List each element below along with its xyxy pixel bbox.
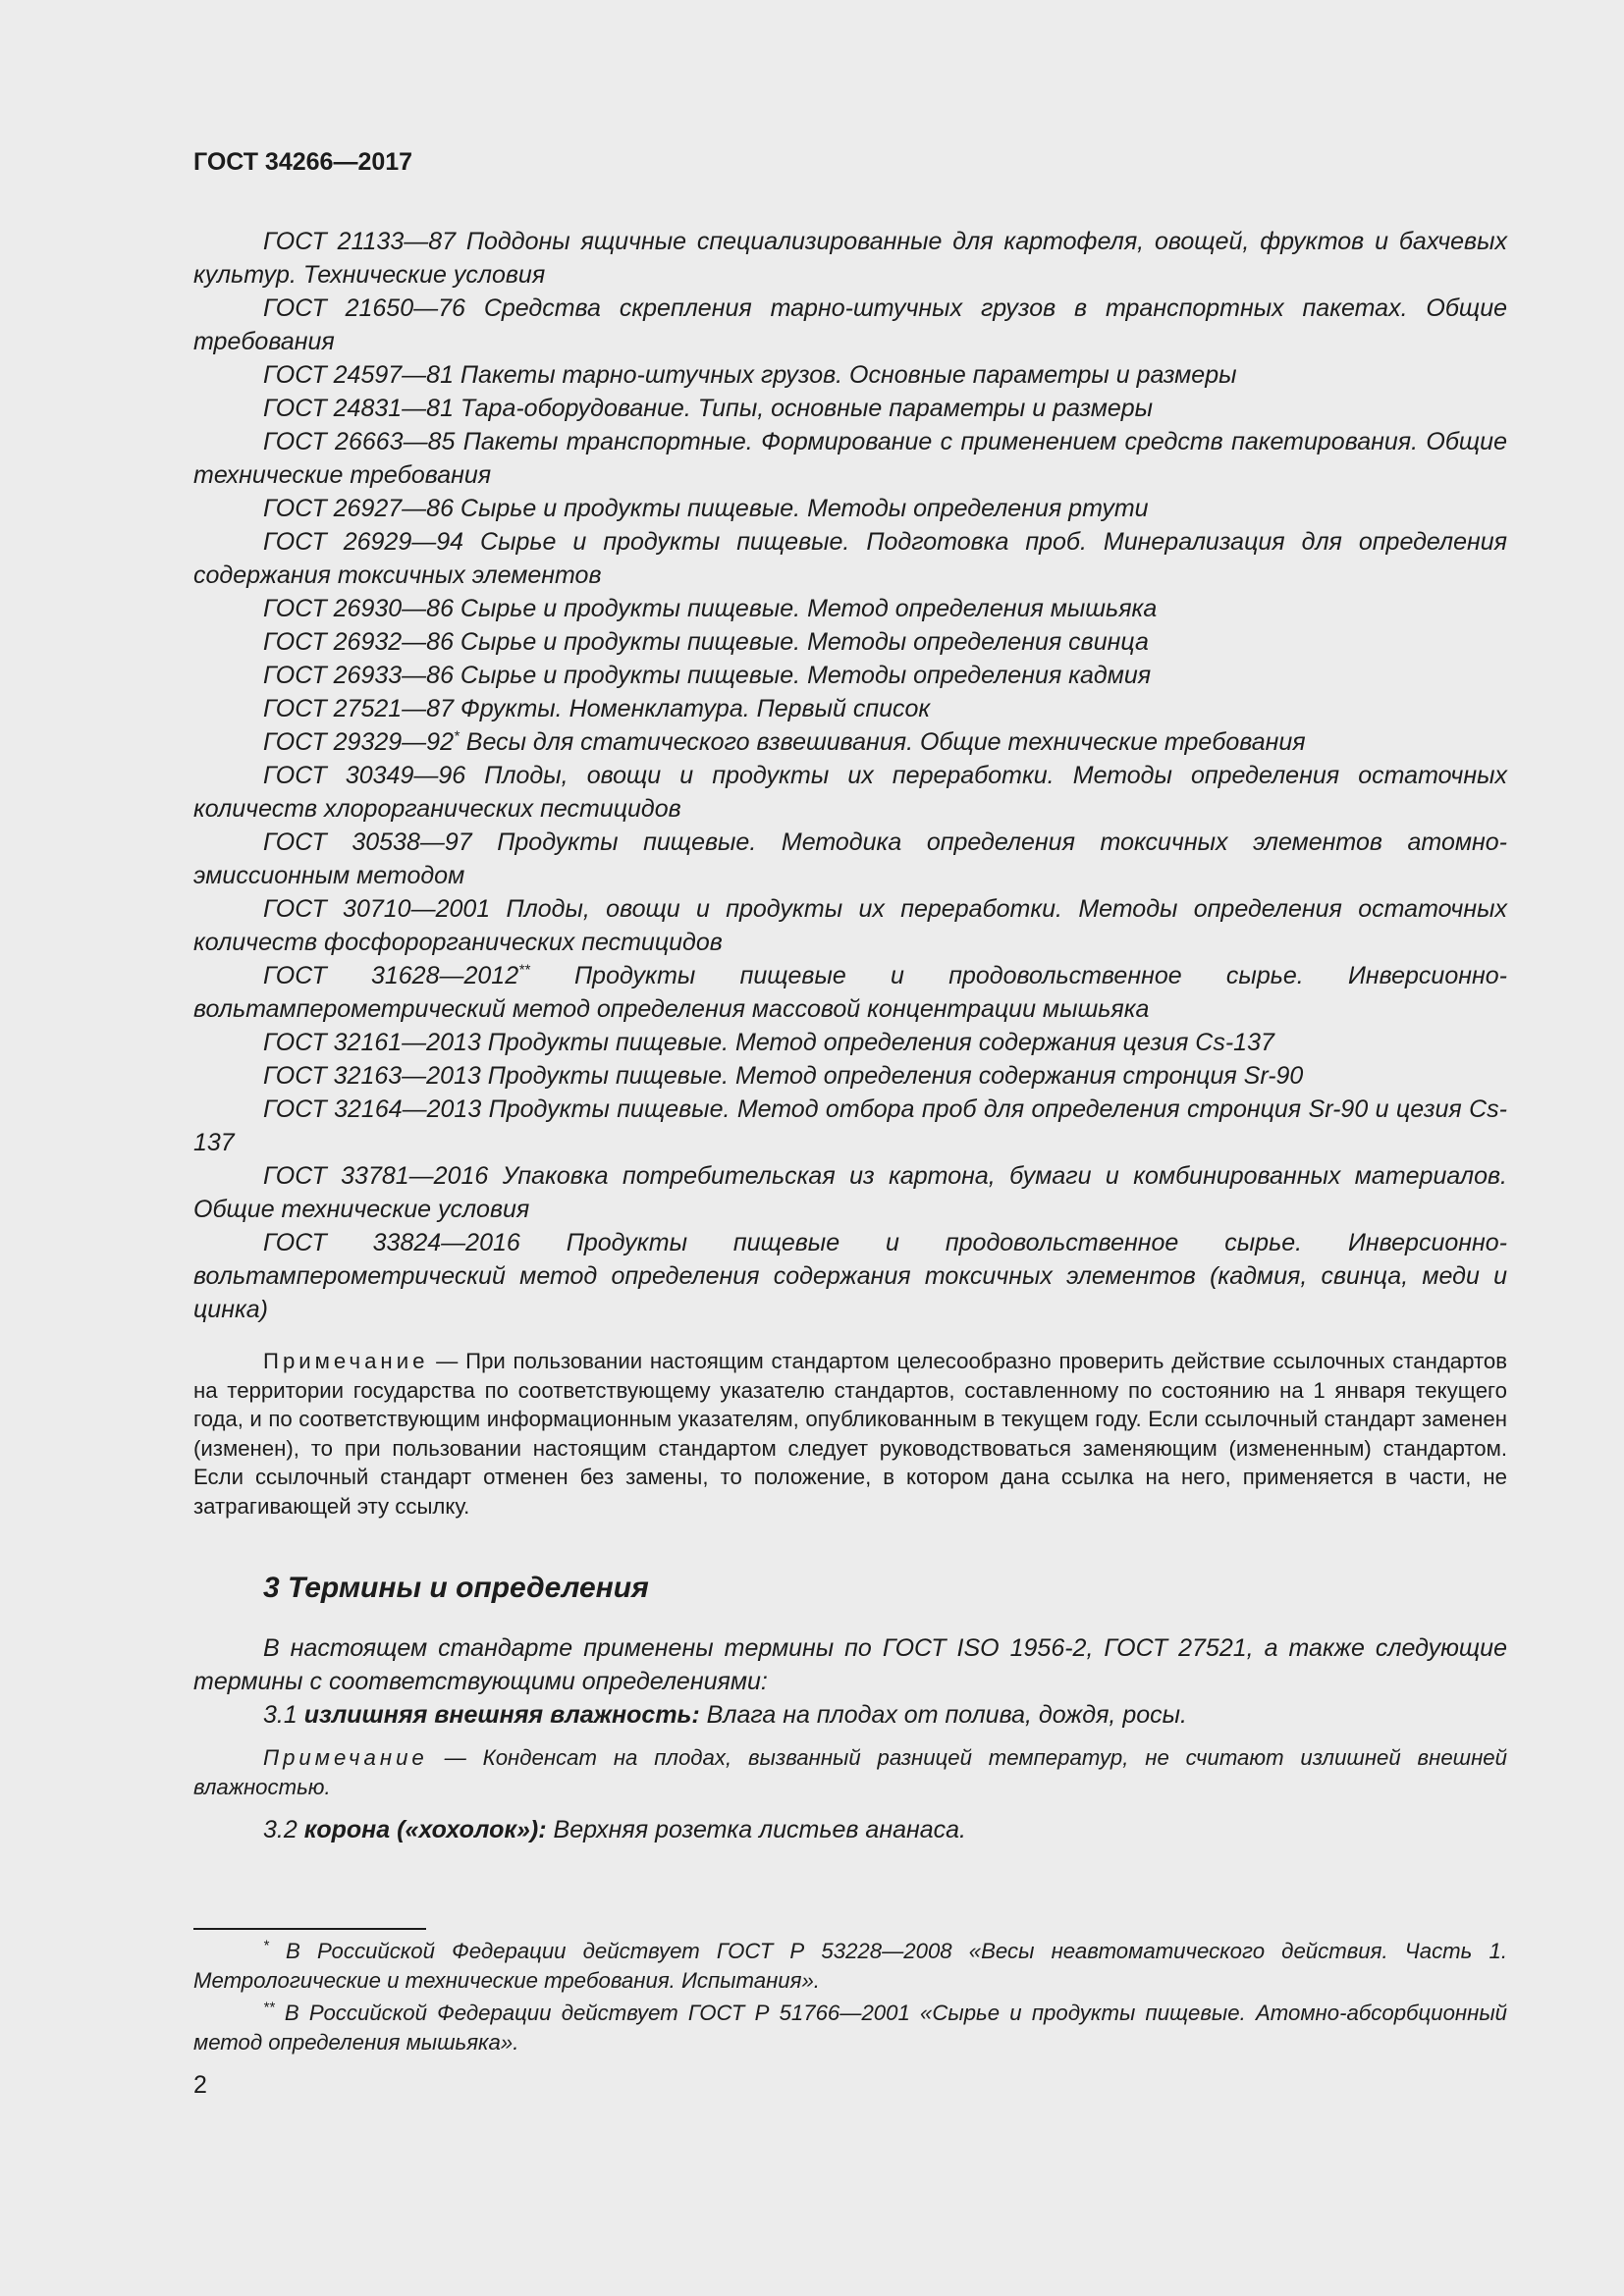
term-number: 3.1 [263,1701,304,1729]
note-text: — Конденсат на плодах, вызванный разницей температур, не считают излишней внешней влажностью. [193,1745,1507,1799]
term-3-1 [193,1698,1507,1732]
reference-item: ГОСТ 26932—86 Сырье и продукты пищевые. Методы определения свинца [263,628,1149,656]
terms-intro: В настоящем стандарте применены термины по ГОСТ ISO 1956-2, ГОСТ 27521, а также следующие термины с соответствующими определениями: [193,1634,1507,1695]
reference-item: ГОСТ 21133—87 Поддоны ящичные специализированные для картофеля, овощей, фруктов и бахчевых культур. Технические условия [193,228,1507,289]
note-text: — При пользовании настоящим стандартом целесообразно проверить действие ссылочных стандартов на территории государства по соответствующему указателю стандартов, составленному по состоянию на 1 января текущего года, и по соответствующим информационным указателям, опубликованным в текущем году. Если ссылочный стандарт заменен (изменен), то при пользовании настоящим стандартом следует руководствоваться заменяющим (измененным) стандартом. Если ссылочный стандарт отменен без замены, то положение, в котором дана ссылка на него, применяется в части, не затрагивающей эту ссылку. [193,1349,1507,1519]
footnotes [193,1937,1507,2060]
term-definition: Влага на плодах от полива, дождя, росы. [699,1701,1187,1729]
footnote [193,1937,1507,1995]
term-number: 3.2 [263,1816,304,1843]
note-label: Примечание [263,1349,429,1373]
reference-item: ГОСТ 24597—81 Пакеты тарно-штучных грузов. Основные параметры и размеры [263,361,1237,389]
reference-code: ГОСТ 31628—2012 [263,962,519,989]
term-note [193,1743,1507,1801]
page-number: 2 [193,2071,207,2099]
document-header: ГОСТ 34266—2017 [193,148,413,176]
term-name: корона («хохолок»): [303,1816,547,1843]
reference-item: ГОСТ 26933—86 Сырье и продукты пищевые. Методы определения кадмия [263,662,1152,689]
footnote-marker: * [263,1937,269,1954]
normative-references-list [193,225,1507,1326]
term-name: излишняя внешняя влажность: [303,1701,700,1729]
term-3-2 [193,1813,1507,1846]
term-definition: Верхняя розетка листьев ананаса. [546,1816,967,1843]
note-paragraph [193,1347,1507,1521]
footnote-marker: ** [518,961,530,979]
terms-section [193,1631,1507,1846]
footnote-separator [193,1928,426,1930]
note-label: Примечание [263,1745,428,1770]
section-title: 3 Термины и определения [263,1572,649,1604]
reference-item: ГОСТ 26927—86 Сырье и продукты пищевые. Методы определения ртути [263,495,1149,522]
reference-code: ГОСТ 29329—92 [263,728,454,756]
footnote [193,1999,1507,2056]
footnote-text: В Российской Федерации действует ГОСТ Р 51766—2001 «Сырье и продукты пищевые. Атомно-абсорбционный метод определения мышьяка». [193,2001,1507,2055]
reference-item: ГОСТ 30349—96 Плоды, овощи и продукты их переработки. Методы определения остаточных количеств хлорорганических пестицидов [193,762,1507,823]
references-note [193,1347,1507,1521]
reference-item: ГОСТ 30538—97 Продукты пищевые. Методика определения токсичных элементов атомно-эмиссионным методом [193,828,1507,889]
reference-item: ГОСТ 27521—87 Фрукты. Номенклатура. Первый список [263,695,931,722]
footnote-text: В Российской Федерации действует ГОСТ Р 53228—2008 «Весы неавтоматического действия. Часть 1. Метрологические и технические требования. Испытания». [193,1939,1507,1993]
reference-item: ГОСТ 32164—2013 Продукты пищевые. Метод отбора проб для определения стронция Sr-90 и цезия Cs-137 [193,1095,1507,1156]
reference-item: ГОСТ 32161—2013 Продукты пищевые. Метод определения содержания цезия Cs-137 [263,1029,1274,1056]
reference-item: ГОСТ 32163—2013 Продукты пищевые. Метод определения содержания стронция Sr-90 [263,1062,1304,1090]
reference-title: Весы для статического взвешивания. Общие технические требования [459,728,1306,756]
footnote-marker: ** [263,1999,275,2016]
reference-item: ГОСТ 26929—94 Сырье и продукты пищевые. Подготовка проб. Минерализация для определения содержания токсичных элементов [193,528,1507,589]
reference-item: ГОСТ 21650—76 Средства скрепления тарно-штучных грузов в транспортных пакетах. Общие требования [193,294,1507,355]
reference-item: ГОСТ 26930—86 Сырье и продукты пищевые. Метод определения мышьяка [263,595,1158,622]
reference-item: ГОСТ 24831—81 Тара-оборудование. Типы, основные параметры и размеры [263,395,1154,422]
reference-item: ГОСТ 30710—2001 Плоды, овощи и продукты их переработки. Методы определения остаточных количеств фосфорорганических пестицидов [193,895,1507,956]
reference-item [193,959,1507,1026]
reference-title: Продукты пищевые и продовольственное сырье. Инверсионно-вольтамперометрический метод определения массовой концентрации мышьяка [193,962,1507,1023]
reference-item [193,725,1507,759]
footnote-marker: * [453,727,460,745]
reference-item: ГОСТ 33781—2016 Упаковка потребительская из картона, бумаги и комбинированных материалов. Общие технические условия [193,1162,1507,1223]
reference-item: ГОСТ 26663—85 Пакеты транспортные. Формирование с применением средств пакетирования. Общие технические требования [193,428,1507,489]
reference-item: ГОСТ 33824—2016 Продукты пищевые и продовольственное сырье. Инверсионно-вольтамперометрический метод определения содержания токсичных элементов (кадмия, свинца, меди и цинка) [193,1229,1507,1323]
